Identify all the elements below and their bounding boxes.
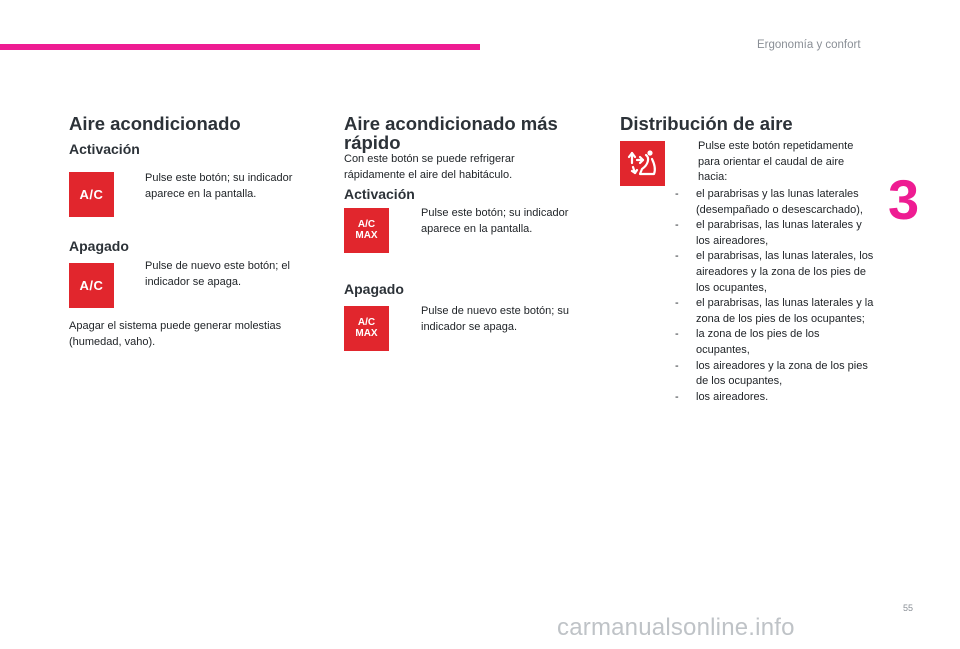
intro-text: Con este botón se puede refrigerar rápidamente el aire del habitáculo. [344, 153, 515, 181]
heading-activation: Activación [69, 141, 140, 157]
header-accent-bar [0, 44, 480, 50]
list-item: - la zona de los pies de los ocupantes, [675, 327, 875, 358]
heading-activation: Activación [344, 186, 415, 202]
list-item: - los aireadores. [675, 390, 875, 406]
distribution-instruction [675, 139, 875, 186]
air-distribution-button [620, 141, 665, 186]
section-title-fast-ac [344, 114, 558, 153]
button-label: A/C [357, 317, 376, 328]
deactivation-instruction [398, 304, 588, 335]
activation-instruction [122, 171, 312, 202]
heading-deactivation: Apagado [344, 281, 404, 297]
distribution-modes-list [675, 187, 875, 405]
title-line: rápido [344, 132, 401, 154]
list-item: - el parabrisas, las lunas laterales y la zona de los pies de los ocupantes; [675, 296, 875, 327]
ac-button: A/C [69, 263, 114, 308]
section-title-air-conditioning: Aire acondicionado [69, 113, 241, 134]
header-title: Ergonomía y confort [757, 39, 861, 51]
instruction-text: Pulse este botón; su indicador aparece en la pantalla. [421, 207, 569, 235]
instruction-text: Pulse este botón repetidamente para orientar el caudal de aire hacia: [698, 140, 854, 183]
ac-button: A/C [69, 172, 114, 217]
heading-deactivation: Apagado [69, 238, 129, 254]
list-item: - el parabrisas y las lunas laterales (desempañado o desescarchado), [675, 187, 875, 218]
chapter-number: 3 [888, 168, 920, 231]
watermark: carmanualsonline.info [557, 614, 795, 641]
ac-max-button [344, 306, 389, 351]
list-item: - los aireadores y la zona de los pies de los ocupantes, [675, 359, 875, 390]
page-number: 55 [903, 603, 914, 613]
air-distribution-icon [626, 149, 660, 179]
ac-max-button [344, 208, 389, 253]
list-item: - el parabrisas, las lunas laterales y los aireadores, [675, 218, 875, 249]
deactivation-instruction [122, 259, 312, 290]
button-label: A/C [357, 219, 376, 230]
title-line: Aire acondicionado más [344, 113, 558, 134]
list-item: - el parabrisas, las lunas laterales, los aireadores y la zona de los pies de los ocupantes, [675, 249, 875, 296]
instruction-text: Pulse de nuevo este botón; su indicador se apaga. [421, 305, 569, 333]
section-title-air-distribution: Distribución de aire [620, 113, 793, 134]
instruction-text: Pulse este botón; su indicador aparece en la pantalla. [145, 172, 293, 200]
button-label: MAX [355, 229, 378, 241]
activation-instruction [398, 206, 588, 237]
instruction-text: Pulse de nuevo este botón; el indicador se apaga. [145, 260, 290, 288]
button-label: MAX [355, 327, 378, 339]
note-text: Apagar el sistema puede generar molestias (humedad, vaho). [69, 320, 282, 348]
